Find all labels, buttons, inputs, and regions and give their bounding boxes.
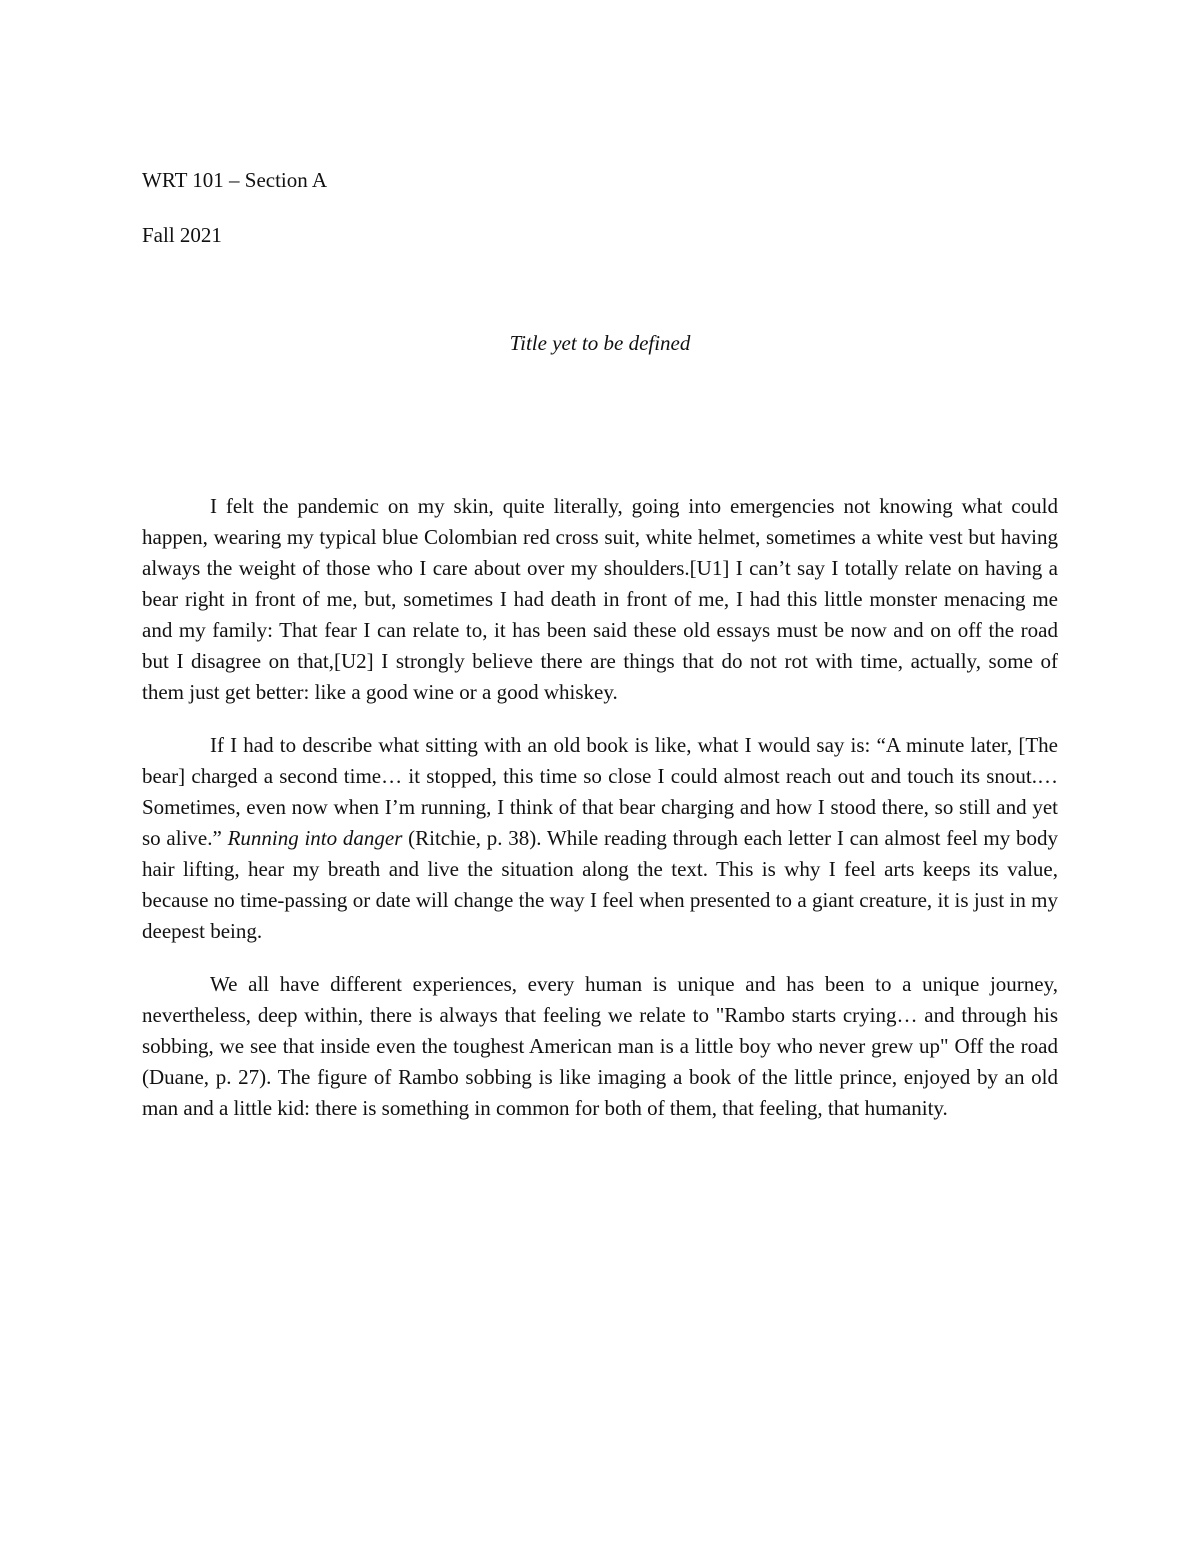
paragraph-3: We all have different experiences, every human is unique and has been to a unique journey, nevertheless, deep within, there is always that feeling we relate to "Rambo starts crying… and through his sobbing, we see that inside even the toughest American man is a little boy who never grew up" Off the road (Duane, p. 27). The figure of Rambo sobbing is like imaging a book of the little prince, enjoyed by an old man and a little kid: there is something in common for both of them, that feeling, that humanity. — [142, 972, 1058, 1120]
essay-title: Title yet to be defined — [509, 331, 691, 355]
paragraph-1: I felt the pandemic on my skin, quite literally, going into emergencies not knowing what could happen, wearing my typical blue Colombian red cross suit, white helmet, sometimes a white vest but having always the weight of those who I care about over my shoulders.[U1] I can’t say I totally relate on having a bear right in front of me, but, sometimes I had death in front of me, I had this little monster menacing me and my family: That fear I can relate to, it has been said these old essays must be now and on off the road but I disagree on that,[U2] I strongly believe there are things that do not rot with time, actually, some of them just get better: like a good wine or a good whiskey. — [142, 494, 1058, 704]
term-line: Fall 2021 — [142, 223, 222, 247]
essay-body — [142, 491, 1058, 1146]
paragraph-2 — [142, 730, 1058, 947]
paragraph-2-quote: If I had to describe what sitting with an old book is like, what I would say is: “A minute later, [The bear] charged a second time… it stopped, this time so close I could almost reach out and touch its snout.… Sometimes, even now when I’m running, I think of that bear charging and how I stood there, so still and yet so alive.” — [142, 733, 1058, 850]
paragraph-2-citation: (Ritchie, p. 38). While reading through each letter I can almost feel my body hair lifting, hear my breath and live the situation along the text. This is why I feel arts keeps its value, because no time-passing or date will change the way I feel when presented to a giant creature, it is just in my deepest being. — [142, 826, 1059, 943]
paragraph-2-source-title: Running into danger — [227, 826, 403, 850]
course-line: WRT 101 – Section A — [142, 168, 328, 192]
